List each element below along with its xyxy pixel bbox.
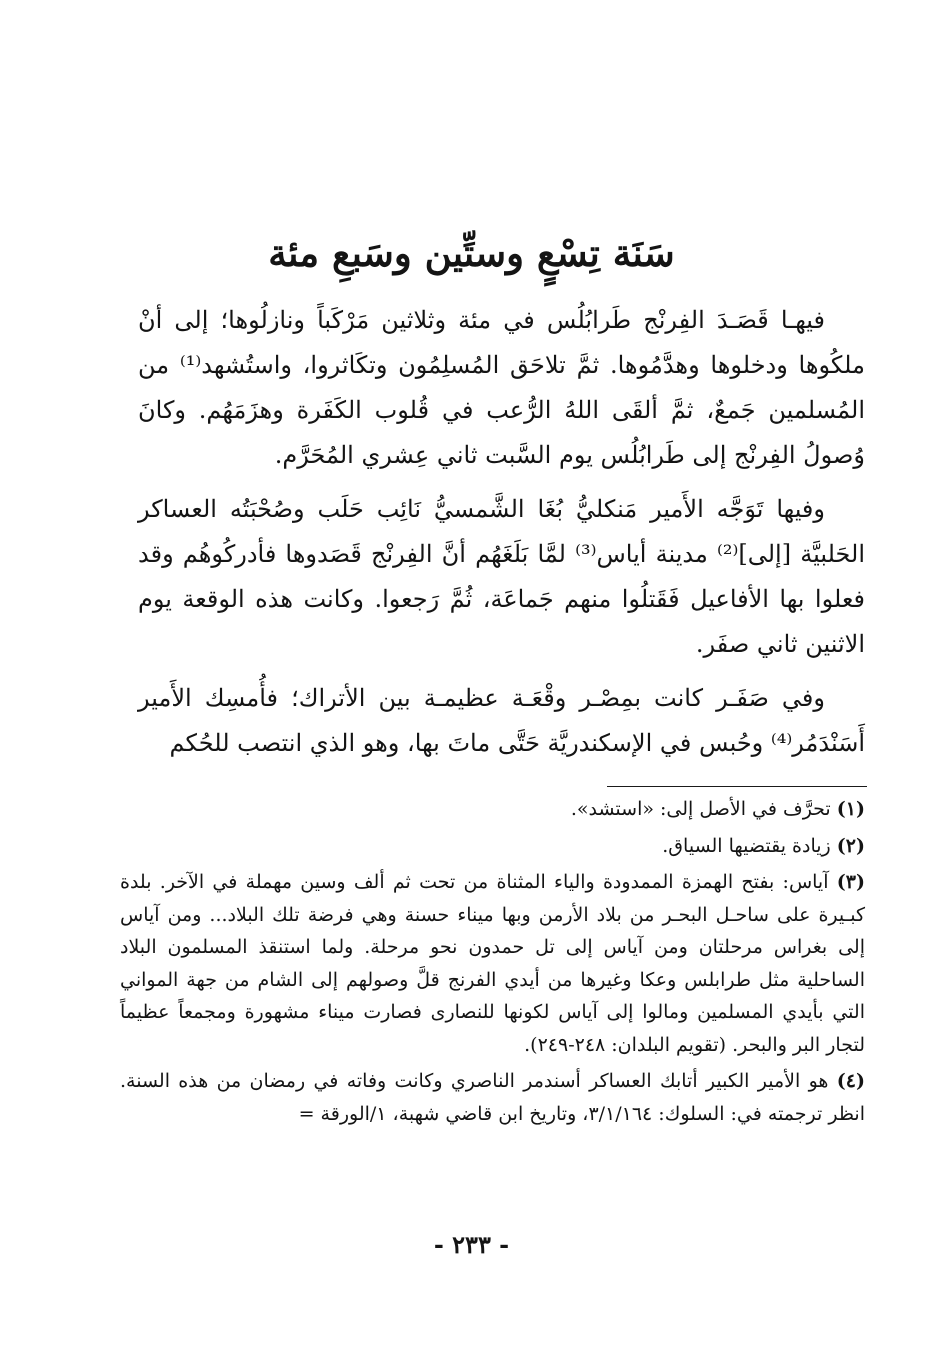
footnote-number: (٣) bbox=[836, 871, 865, 893]
footnote-number: (١) bbox=[836, 798, 865, 820]
footnote-text: تحرَّف في الأصل إلى: «استشد». bbox=[570, 798, 831, 820]
paragraph: وفيها تَوَجَّه الأَمير مَنكليُّ بُغَا الشَّمسيُّ نَائِب حَلَب وصُحْبَتُه العساكر الحَلبيَّة [إلى]⁽²⁾ مدينة أياس⁽³⁾ لمَّا بَلَغَهُم أنَّ الفِرنْج قَصَدوها فأدركُوهُم وقد فعلوا بها الأفاعيل فَقَتلُوا منهم جَماعَة، ثُمَّ رَجعوا. وكانت هذه الوقعة يوم الاثنين ثاني صفَر. bbox=[138, 495, 865, 658]
paragraph: وفي صَفَـر كانت بمِصْـر وقْعَـة عظيمـة بين الأتراك؛ فأُمسِك الأَمير أَسَنْدَمُر⁽⁴⁾ وحُبس في الإسكندريَّة حَتَّى ماتَ بها، وهو الذي انتصب للحُكم bbox=[138, 684, 865, 757]
paragraph: فيهـا قَصَـدَ الفِرنْج طَرابُلُس في مئة وثلاثين مَرْكَباً ونازلُوها؛ إلى أنْ ملكُوها ودخلوها وهدَّمُوها. ثمَّ تلاحَق المُسلِمُون وتكَاثروا، واستُشهد⁽¹⁾ من المُسلمين جَمعٌ، ثمَّ ألقَى اللهُ الرُّعب في قُلوب الكَفَرة وهزَمَهُم. وكانَ وُصولُ الفِرنْج إلى طَرابُلُس يوم السَّبت ثاني عِشري المُحَرَّم. bbox=[138, 306, 865, 469]
page-heading: سَنَة تِسْعٍ وستِّين وسَبعِ مئة bbox=[268, 230, 675, 275]
footnote-text: زيادة يقتضيها السياق. bbox=[662, 834, 831, 857]
footnote bbox=[120, 830, 865, 863]
footnote-number: (٢) bbox=[836, 834, 865, 857]
footnote-text: هو الأمير الكبير أتابك العساكر أسندمر الناصري وكانت وفاته في رمضان من هذه السنة. انظر ترجمته في: السلوك: ٣/١/١٦٤، وتاريخ ابن قاضي شهبة، ١/الورقة = bbox=[120, 1070, 865, 1125]
main-text bbox=[138, 298, 865, 775]
footnote-text: آياس: بفتح الهمزة الممدودة والياء المثناة من تحت ثم ألف وسين مهملة في الآخر. بلدة كبـيرة على ساحـل البحـر من بلاد الأرمن وبها ميناء حسنة وهي فرضة تلك البلاد... ومن آياس إلى بغراس مرحلتان ومن آياس إلى تل حمدون نحو مرحلة. ولما استنقذ المسلمون البلاد الساحلية مثل طرابلس وعكا وغيرها من أيدي الفرنج قلَّ وصولهم إلى الشام من جهة المواني التي بأيدي المسلمين ومالوا إلى آياس لكونها للنصارى فصارت ميناء مشهورة ومجمعاً عظيماً لتجار البر والبحر. (تقويم البلدان: ٢٤٨-٢٤٩). bbox=[120, 871, 865, 1056]
footnote-number: (٤) bbox=[836, 1070, 865, 1092]
page-number: - ٢٣٣ - bbox=[433, 1230, 510, 1259]
footnote bbox=[120, 866, 865, 1061]
footnote-separator bbox=[607, 786, 867, 787]
footnote bbox=[120, 1065, 865, 1130]
footnote bbox=[120, 793, 865, 826]
footnotes bbox=[120, 793, 865, 1134]
